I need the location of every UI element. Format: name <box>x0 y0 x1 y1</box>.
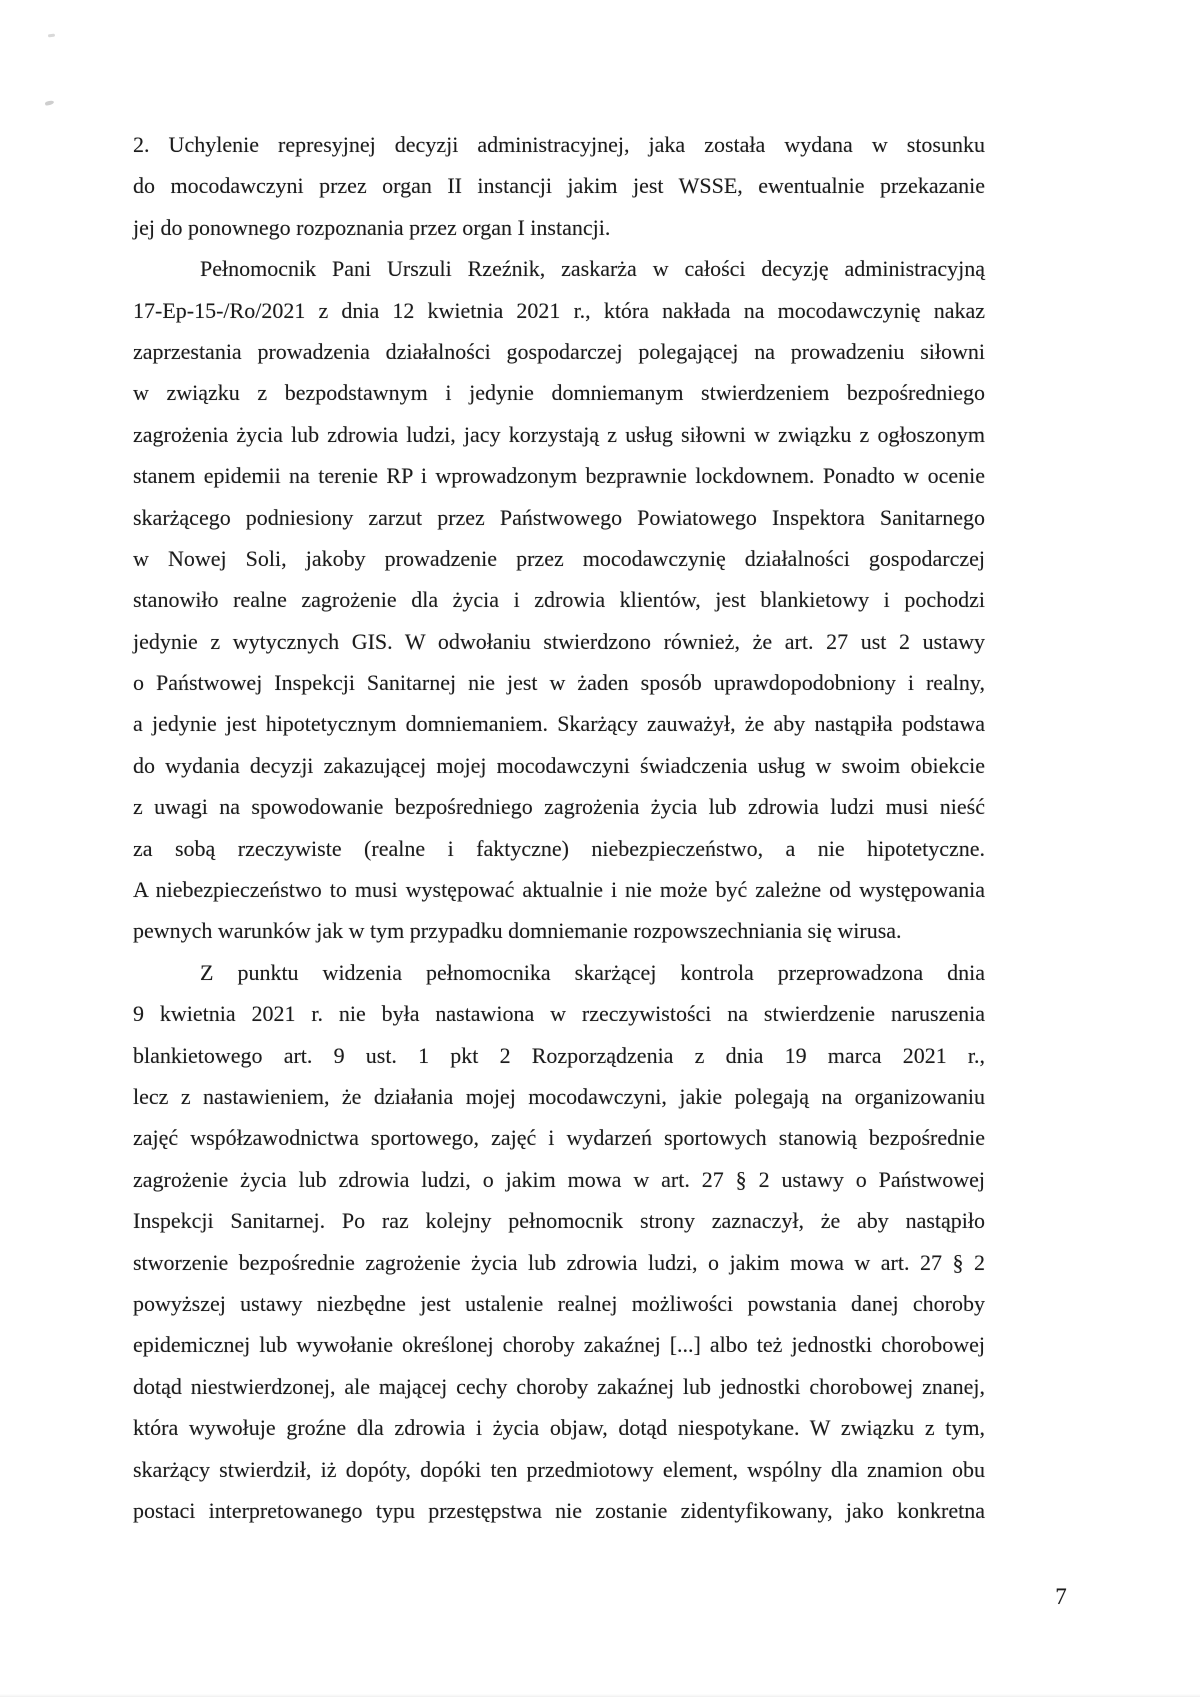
text-line: jedynie z wytycznych GIS. W odwołaniu stwierdzono również, że art. 27 ust 2 ustawy <box>133 628 985 654</box>
text-line: o Państwowej Inspekcji Sanitarnej nie jest w żaden sposób uprawdopodobniony i realny, <box>133 670 985 696</box>
text-line: Z punktu widzenia pełnomocnika skarżącej kontrola przeprowadzona dnia <box>200 959 985 985</box>
text-line: do mocodawczyni przez organ II instancji jakim jest WSSE, ewentualnie przekazanie <box>133 173 985 199</box>
text-line: A niebezpieczeństwo to musi występować aktualnie i nie może być zależne od występowania <box>133 877 985 903</box>
text-line: za sobą rzeczywiste (realne i faktyczne) niebezpieczeństwo, a nie hipotetyczne. <box>133 835 985 861</box>
text-line: 17-Ep-15-/Ro/2021 z dnia 12 kwietnia 2021 r., która nakłada na mocodawczynię nakaz <box>133 297 985 323</box>
text-line: a jedynie jest hipotetycznym domniemaniem. Skarżący zauważył, że aby nastąpiła podstawa <box>133 711 985 737</box>
text-line: jej do ponownego rozpoznania przez organ I instancji. <box>133 214 611 240</box>
text-line: 9 kwietnia 2021 r. nie była nastawiona w rzeczywistości na stwierdzenie naruszenia <box>133 1001 985 1027</box>
text-line: stanowiło realne zagrożenie dla życia i zdrowia klientów, jest blankietowy i pochodzi <box>133 587 985 613</box>
text-line: pewnych warunków jak w tym przypadku domniemanie rozpowszechniania się wirusa. <box>133 918 902 944</box>
text-line: skarżący stwierdził, iż dopóty, dopóki ten przedmiotowy element, wspólny dla znamion obu <box>133 1456 985 1482</box>
text-line: epidemicznej lub wywołanie określonej choroby zakaźnej [...] albo też jednostki chorobowej <box>133 1332 985 1358</box>
text-line: zaprzestania prowadzenia działalności gospodarczej polegającej na prowadzeniu siłowni <box>133 338 985 364</box>
text-line: stanem epidemii na terenie RP i wprowadzonym bezprawnie lockdownem. Ponadto w ocenie <box>133 463 985 489</box>
text-line: 2. Uchylenie represyjnej decyzji administracyjnej, jaka została wydana w stosunku <box>133 132 985 157</box>
text-line: zagrożenie życia lub zdrowia ludzi, o jakim mowa w art. 27 § 2 ustawy o Państwowej <box>133 1166 985 1192</box>
text-line: lecz z nastawieniem, że działania mojej mocodawczyni, jakie polegają na organizowaniu <box>133 1083 985 1109</box>
text-line: powyższej ustawy niezbędne jest ustalenie realnej możliwości powstania danej choroby <box>133 1290 985 1316</box>
paragraph <box>133 952 985 1531</box>
text-line: zajęć współzawodnictwa sportowego, zajęć i wydarzeń sportowych stanowią bezpośrednie <box>133 1125 985 1151</box>
text-line: w związku z bezpodstawnym i jedynie domniemanym stwierdzeniem bezpośredniego <box>133 380 985 406</box>
text-line: Pełnomocnik Pani Urszuli Rzeźnik, zaskarża w całości decyzję administracyjną <box>200 256 985 282</box>
text-line: blankietowego art. 9 ust. 1 pkt 2 Rozporządzenia z dnia 19 marca 2021 r., <box>133 1042 985 1068</box>
text-line: stworzenie bezpośrednie zagrożenie życia lub zdrowia ludzi, o jakim mowa w art. 27 § 2 <box>133 1249 985 1275</box>
text-line: skarżącego podniesiony zarzut przez Państwowego Powiatowego Inspektora Sanitarnego <box>133 504 985 530</box>
text-line: z uwagi na spowodowanie bezpośredniego zagrożenia życia lub zdrowia ludzi musi nieść <box>133 794 985 820</box>
text-line: w Nowej Soli, jakoby prowadzenie przez mocodawczynię działalności gospodarczej <box>133 545 985 571</box>
paragraph <box>133 124 985 248</box>
page-number: 7 <box>1055 1584 1067 1609</box>
text-line: postaci interpretowanego typu przestępstwa nie zostanie zidentyfikowany, jako konkretna <box>133 1497 985 1523</box>
text-line: dotąd niestwierdzonej, ale mającej cechy choroby zakaźnej lub jednostki chorobowej znanej, <box>133 1373 985 1399</box>
text-line: do wydania decyzji zakazującej mojej mocodawczyni świadczenia usług w swoim obiekcie <box>133 752 985 778</box>
document-body <box>133 124 985 1531</box>
text-line: zagrożenia życia lub zdrowia ludzi, jacy korzystają z usług siłowni w związku z ogłoszonym <box>133 421 985 447</box>
scan-artifact-mark <box>48 34 55 38</box>
text-line: Inspekcji Sanitarnej. Po raz kolejny pełnomocnik strony zaznaczył, że aby nastąpiło <box>133 1208 985 1234</box>
paragraph <box>133 248 985 952</box>
text-line: która wywołuje groźne dla zdrowia i życia objaw, dotąd niespotykane. W związku z tym, <box>133 1415 985 1441</box>
scan-artifact-mark <box>45 100 55 106</box>
